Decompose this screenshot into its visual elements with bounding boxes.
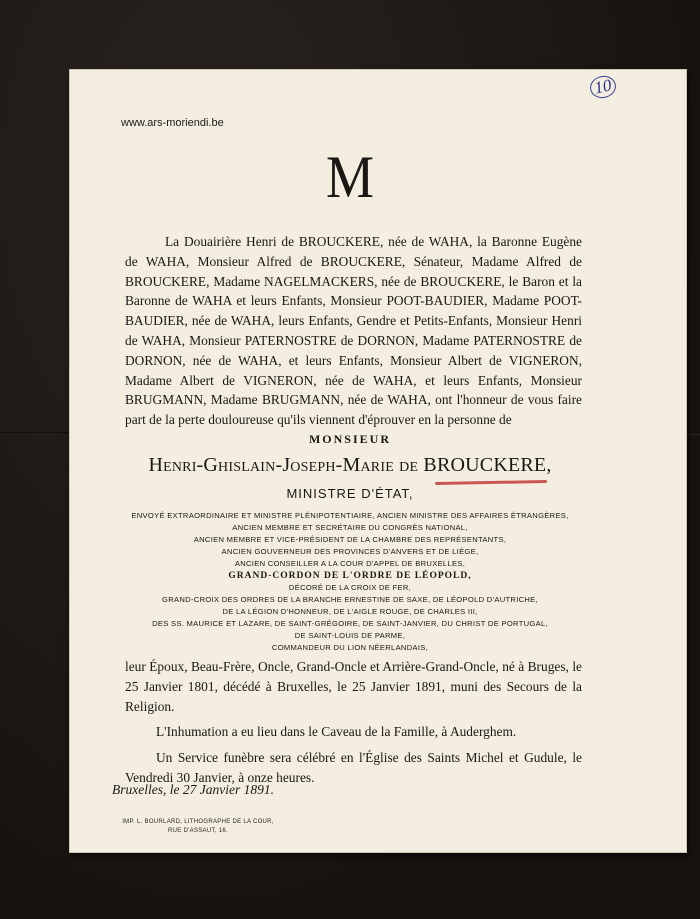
details-paragraphs <box>125 657 582 788</box>
imprint-line: IMP. L. BOURLARD, LITHOGRAPHE DE LA COUR, <box>122 819 274 825</box>
title-line: DÉCORÉ DE LA CROIX DE FER, <box>288 583 412 592</box>
title-line: GRAND-CROIX DES ORDRES DE LA BRANCHE ERNESTINE DE SAXE, DE LÉOPOLD D'AUTRICHE, <box>162 595 538 604</box>
family-list-text: La Douairière Henri de BROUCKERE, née de WAHA, la Baronne Eugène de WAHA, Monsieur Alfred de BROUCKERE, Sénateur, Madame Alfred de BROUCKERE, Madame NAGELMACKERS, née de BROUCKERE, le Baron et la Baronne de WAHA et leurs Enfants, Monsieur POOT-BAUDIER, Madame POOT-BAUDIER, née de WAHA, leurs Enfants, Gendre et Petits-Enfants, Monsieur Henri de WAHA, Monsieur PATERNOSTRE de DORNON, Madame PATERNOSTRE de DORNON, née de WAHA, et leurs Enfants, Monsieur Albert de VIGNERON, Madame Albert de VIGNERON, née de WAHA, et leurs Enfants, Monsieur BRUGMANN, Madame BRUGMANN, née de WAHA, ont l'honneur de vous faire part de la perte douloureuse qu'ils viennent d'éprouver en la personne de <box>125 234 582 428</box>
title-line: ANCIEN MEMBRE ET SECRÉTAIRE DU CONGRÈS NATIONAL, <box>232 523 468 532</box>
title-line: DES SS. MAURICE ET LAZARE, DE SAINT-GRÉGOIRE, DE SAINT-JANVIER, DU CHRIST DE PORTUGAL, <box>152 619 548 628</box>
salutation: MONSIEUR <box>308 432 391 446</box>
title-line-highlight: GRAND-CORDON DE L'ORDRE DE LÉOPOLD, <box>228 571 472 581</box>
deceased-name: Henri-Ghislain-Joseph-Marie de BROUCKERE, <box>148 454 552 476</box>
title-line: COMMANDEUR DU LION NÉERLANDAIS, <box>271 643 429 652</box>
relation-text: leur Époux, Beau-Frère, Oncle, Grand-Oncle et Arrière-Grand-Oncle, né à Bruges, le 25 Janvier 1801, décédé à Bruxelles, le 25 Janvier 1891, muni des Secours de la Religion. <box>125 659 582 714</box>
title-line: ANCIEN MEMBRE ET VICE-PRÉSIDENT DE LA CHAMBRE DES REPRÉSENTANTS, <box>193 535 507 544</box>
announcement-paragraph <box>125 232 582 430</box>
handwritten-page-number: 10 <box>588 74 618 101</box>
title-line: DE LA LÉGION D'HONNEUR, DE L'AIGLE ROUGE, DE CHARLES III, <box>222 607 478 616</box>
inhumation-text: L'Inhumation a eu lieu dans le Caveau de la Famille, à Auderghem. <box>156 724 517 740</box>
imprint-line: RUE D'ASSAUT, 16. <box>168 828 228 834</box>
watermark-url: www.ars-moriendi.be <box>121 117 224 129</box>
service-text: Un Service funèbre sera célébré en l'Église des Saints Michel et Gudule, le Vendredi 30 Janvier, à onze heures. <box>125 750 582 785</box>
title-line: ENVOYÉ EXTRAORDINAIRE ET MINISTRE PLÉNIPOTENTIAIRE, ANCIEN MINISTRE DES AFFAIRES ÉTRANGÈRES, <box>131 511 569 520</box>
title-line: ANCIEN CONSEILLER A LA COUR D'APPEL DE BRUXELLES, <box>234 559 466 568</box>
titles-list <box>100 510 600 654</box>
printer-imprint <box>118 818 278 836</box>
decorative-initial: M <box>325 144 375 210</box>
place-and-date: Bruxelles, le 27 Janvier 1891. <box>112 782 274 797</box>
title-line: DE SAINT-LOUIS DE PARME, <box>294 631 406 640</box>
title-line: ANCIEN GOUVERNEUR DES PROVINCES D'ANVERS ET DE LIÈGE, <box>221 547 479 556</box>
main-title: MINISTRE D'ÉTAT, <box>286 486 414 501</box>
